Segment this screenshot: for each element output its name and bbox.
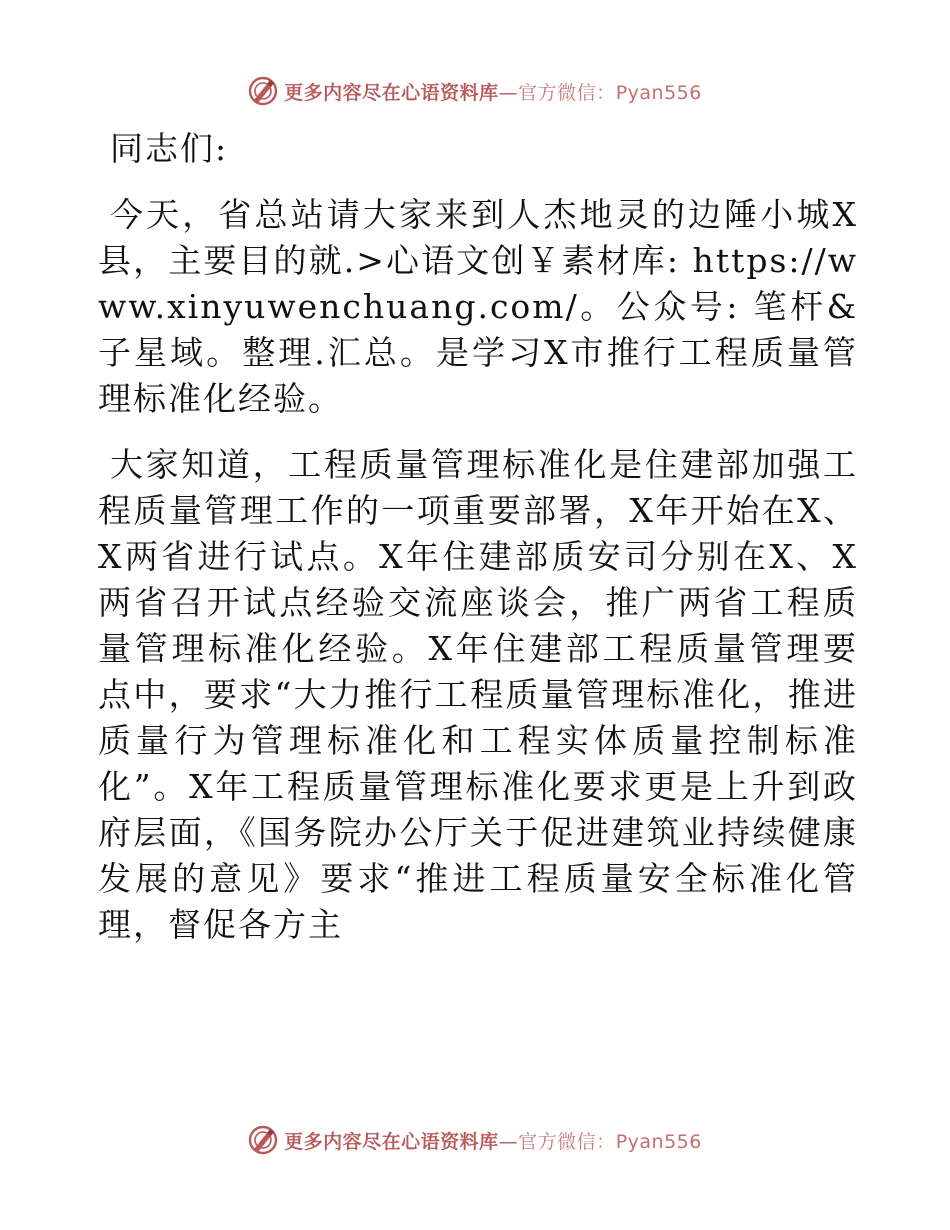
watermark-wechat-id: Pyan556 <box>615 81 702 104</box>
watermark-main-text: 更多内容尽在心语资料库 <box>284 1130 499 1153</box>
pen-logo-icon <box>248 1125 278 1155</box>
watermark-sub-text: 官方微信： <box>518 1130 616 1153</box>
watermark-main-text: 更多内容尽在心语资料库 <box>284 81 499 104</box>
salutation: 同志们: <box>110 129 229 168</box>
header-watermark-text <box>284 78 702 105</box>
paragraph-2: 大家知道，工程质量管理标准化是住建部加强工程质量管理工作的一项重要部署，X年开始在X、X两省进行试点。X年住建部质安司分别在X、X两省召开试点经验交流座谈会，推广两省工程质量管理标准化经验。X年住建部工程质量管理要点中，要求“大力推行工程质量管理标准化，推进质量行为管理标准化和工程实体质量控制标准化”。X年工程质量管理标准化要求更是上升到政府层面，《国务院办公厅关于促进建筑业持续健康发展的意见》要求“推进工程质量安全标准化管理，督促各方主 <box>98 445 858 944</box>
footer-watermark-text <box>284 1127 702 1154</box>
footer-watermark-banner <box>0 1120 950 1160</box>
watermark-dash: — <box>498 1130 519 1153</box>
pen-logo-icon <box>248 76 278 106</box>
watermark-sub-text: 官方微信： <box>518 81 616 104</box>
paragraph-1: 今天，省总站请大家来到人杰地灵的边陲小城X县，主要目的就.>心语文创￥素材库: https://www.xinyuwenchuang.com/。公众号: 笔杆&子星域。整理.汇总。是学习X市推行工程质量管理标准化经验。 <box>98 195 858 418</box>
document-body <box>98 126 858 948</box>
watermark-dash: — <box>498 81 519 104</box>
header-watermark-banner <box>0 71 950 111</box>
watermark-wechat-id: Pyan556 <box>615 1130 702 1153</box>
